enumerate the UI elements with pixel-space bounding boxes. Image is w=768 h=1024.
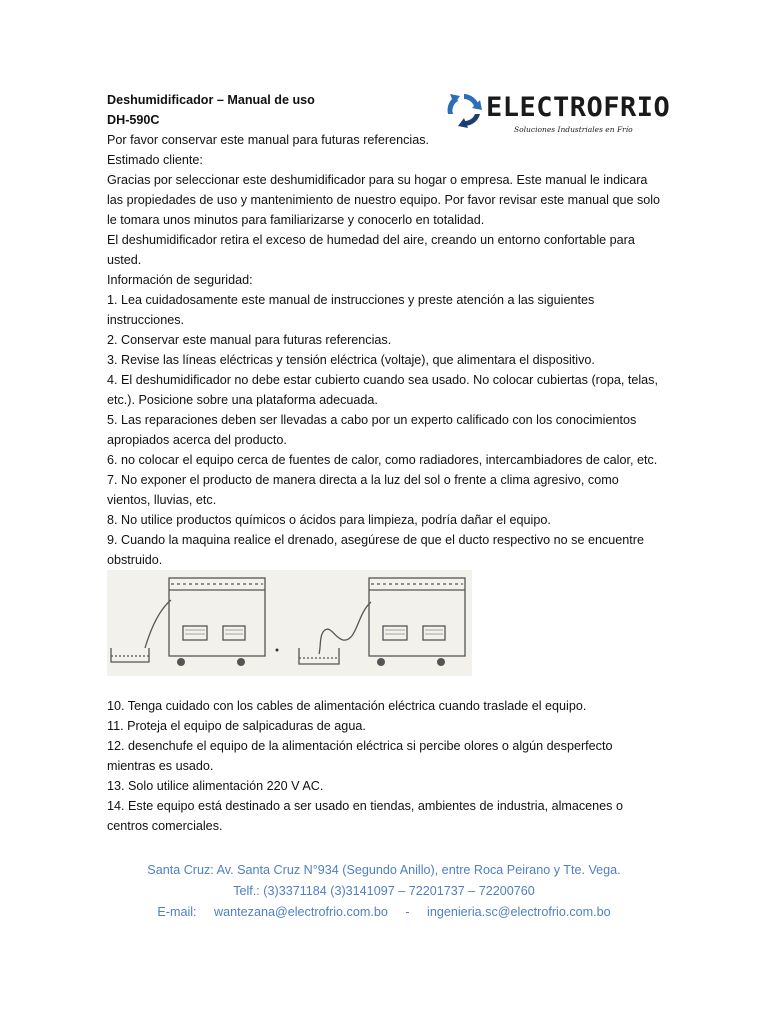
list-item: 5. Las reparaciones deben ser llevadas a cabo por un experto calificado con los conocimientos apropiados acerca del producto. <box>107 413 637 447</box>
list-item: 7. No exponer el producto de manera directa a la luz del sol o frente a clima agresivo, como vientos, lluvias, etc. <box>107 473 619 507</box>
list-item: 12. desenchufe el equipo de la alimentación eléctrica si percibe olores o algún desperfecto mientras es usado. <box>107 739 613 773</box>
safety-list-continued <box>107 696 663 836</box>
list-item: 4. El deshumidificador no debe estar cubierto cuando sea usado. No colocar cubiertas (ropa, telas, etc.). Posicione sobre una plataforma adecuada. <box>107 373 658 407</box>
list-item: 2. Conservar este manual para futuras referencias. <box>107 333 392 347</box>
footer-email-line <box>0 902 768 923</box>
email-link-1[interactable]: wantezana@electrofrio.com.bo <box>214 905 388 919</box>
logo-tagline: Soluciones Industriales en Frío <box>514 125 633 134</box>
list-item: 11. Proteja el equipo de salpicaduras de agua. <box>107 719 366 733</box>
email-separator: - <box>405 905 410 919</box>
section-heading: Información de seguridad: <box>107 273 253 287</box>
list-item: 1. Lea cuidadosamente este manual de instrucciones y preste atención a las siguientes instrucciones. <box>107 293 595 327</box>
drain-illustration <box>107 570 472 676</box>
list-item: 8. No utilice productos químicos o ácidos para limpieza, podría dañar el equipo. <box>107 513 551 527</box>
intro-paragraph: Por favor conservar este manual para futuras referencias. <box>107 133 429 147</box>
email-label: E-mail: <box>157 905 197 919</box>
contact-footer <box>0 860 768 923</box>
intro-paragraph: Gracias por seleccionar este deshumidificador para su hogar o empresa. Este manual le indicara las propiedades de uso y mantenimiento de nuestro equipo. Por favor revisar este manual que solo le tomara unos minutos para familiarizarse y conocerlo en totalidad. <box>107 173 661 227</box>
logo-brand: ELECTROFRIO <box>486 92 671 123</box>
list-item: 14. Este equipo está destinado a ser usado en tiendas, ambientes de industria, almacenes o centros comerciales. <box>107 799 623 833</box>
document-title: Deshumidificador – Manual de uso <box>107 93 315 107</box>
list-item: 13. Solo utilice alimentación 220 V AC. <box>107 779 324 793</box>
email-link-2[interactable]: ingenieria.sc@electrofrio.com.bo <box>427 905 611 919</box>
footer-address: Santa Cruz: Av. Santa Cruz N°934 (Segundo Anillo), entre Roca Peirano y Tte. Vega. <box>147 863 621 877</box>
manual-body <box>107 90 663 570</box>
list-item: 6. no colocar el equipo cerca de fuentes de calor, como radiadores, intercambiadores de calor, etc. <box>107 453 658 467</box>
model-number: DH-590C <box>107 113 160 127</box>
intro-paragraph: El deshumidificador retira el exceso de humedad del aire, creando un entorno confortable para usted. <box>107 233 635 267</box>
greeting: Estimado cliente: <box>107 153 203 167</box>
list-item: 9. Cuando la maquina realice el drenado, asegúrese de que el ducto respectivo no se encuentre obstruido. <box>107 533 644 567</box>
footer-phones: Telf.: (3)3371184 (3)3141097 – 72201737 – 72200760 <box>233 884 535 898</box>
list-item: 3. Revise las líneas eléctricas y tensión eléctrica (voltaje), que alimentara el dispositivo. <box>107 353 595 367</box>
list-item: 10. Tenga cuidado con los cables de alimentación eléctrica cuando traslade el equipo. <box>107 699 587 713</box>
